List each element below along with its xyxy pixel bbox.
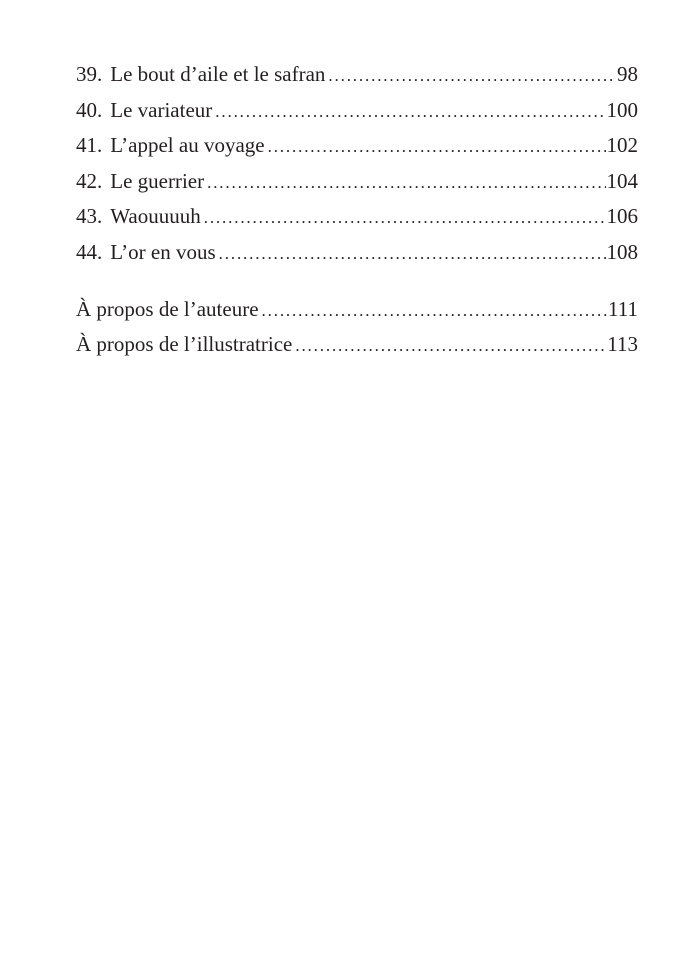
dot-leader — [219, 235, 606, 271]
toc-entry-40[interactable] — [76, 93, 638, 129]
toc-entry-number: 39. — [76, 62, 103, 86]
toc-entry-42[interactable] — [76, 164, 638, 200]
dot-leader — [295, 327, 606, 363]
toc-entry-number: 42. — [76, 168, 103, 193]
toc-entry-43[interactable] — [76, 199, 638, 235]
toc-entry-page: 108 — [606, 239, 638, 264]
toc-entry-number: 41. — [76, 133, 103, 158]
toc-entry-title: Waouuuuh — [110, 204, 201, 229]
toc-entry-page: 98 — [617, 62, 638, 86]
dot-leader — [262, 292, 608, 328]
toc-entry-title: Le variateur — [110, 97, 213, 122]
table-of-contents — [76, 57, 638, 363]
toc-entry-title: Le guerrier — [110, 168, 205, 193]
toc-entry-title: À propos de l’auteure — [76, 296, 259, 321]
toc-entry-page: 113 — [607, 332, 638, 357]
toc-entry-title: L’or en vous — [110, 239, 216, 264]
toc-entry-about-author[interactable] — [76, 292, 638, 328]
toc-entry-title: À propos de l’illustratrice — [76, 332, 293, 357]
toc-entry-page: 104 — [606, 168, 638, 193]
toc-entry-about-illustrator[interactable] — [76, 327, 638, 363]
toc-entry-39[interactable] — [76, 57, 638, 93]
toc-entry-41[interactable] — [76, 128, 638, 164]
toc-entry-page: 111 — [608, 296, 638, 321]
toc-entry-page: 106 — [606, 204, 638, 229]
toc-entry-44[interactable] — [76, 235, 638, 271]
toc-entry-page: 102 — [606, 133, 638, 158]
dot-leader — [268, 128, 606, 164]
toc-entry-title: Le bout d’aile et le safran — [110, 62, 326, 86]
toc-entry-number: 40. — [76, 97, 103, 122]
section-spacer — [76, 271, 638, 292]
dot-leader — [207, 164, 605, 200]
toc-entry-page: 100 — [606, 97, 638, 122]
toc-entry-title: L’appel au voyage — [110, 133, 265, 158]
toc-entry-number: 43. — [76, 204, 103, 229]
dot-leader — [215, 93, 605, 129]
dot-leader — [328, 57, 616, 93]
toc-entry-number: 44. — [76, 239, 103, 264]
dot-leader — [204, 199, 606, 235]
